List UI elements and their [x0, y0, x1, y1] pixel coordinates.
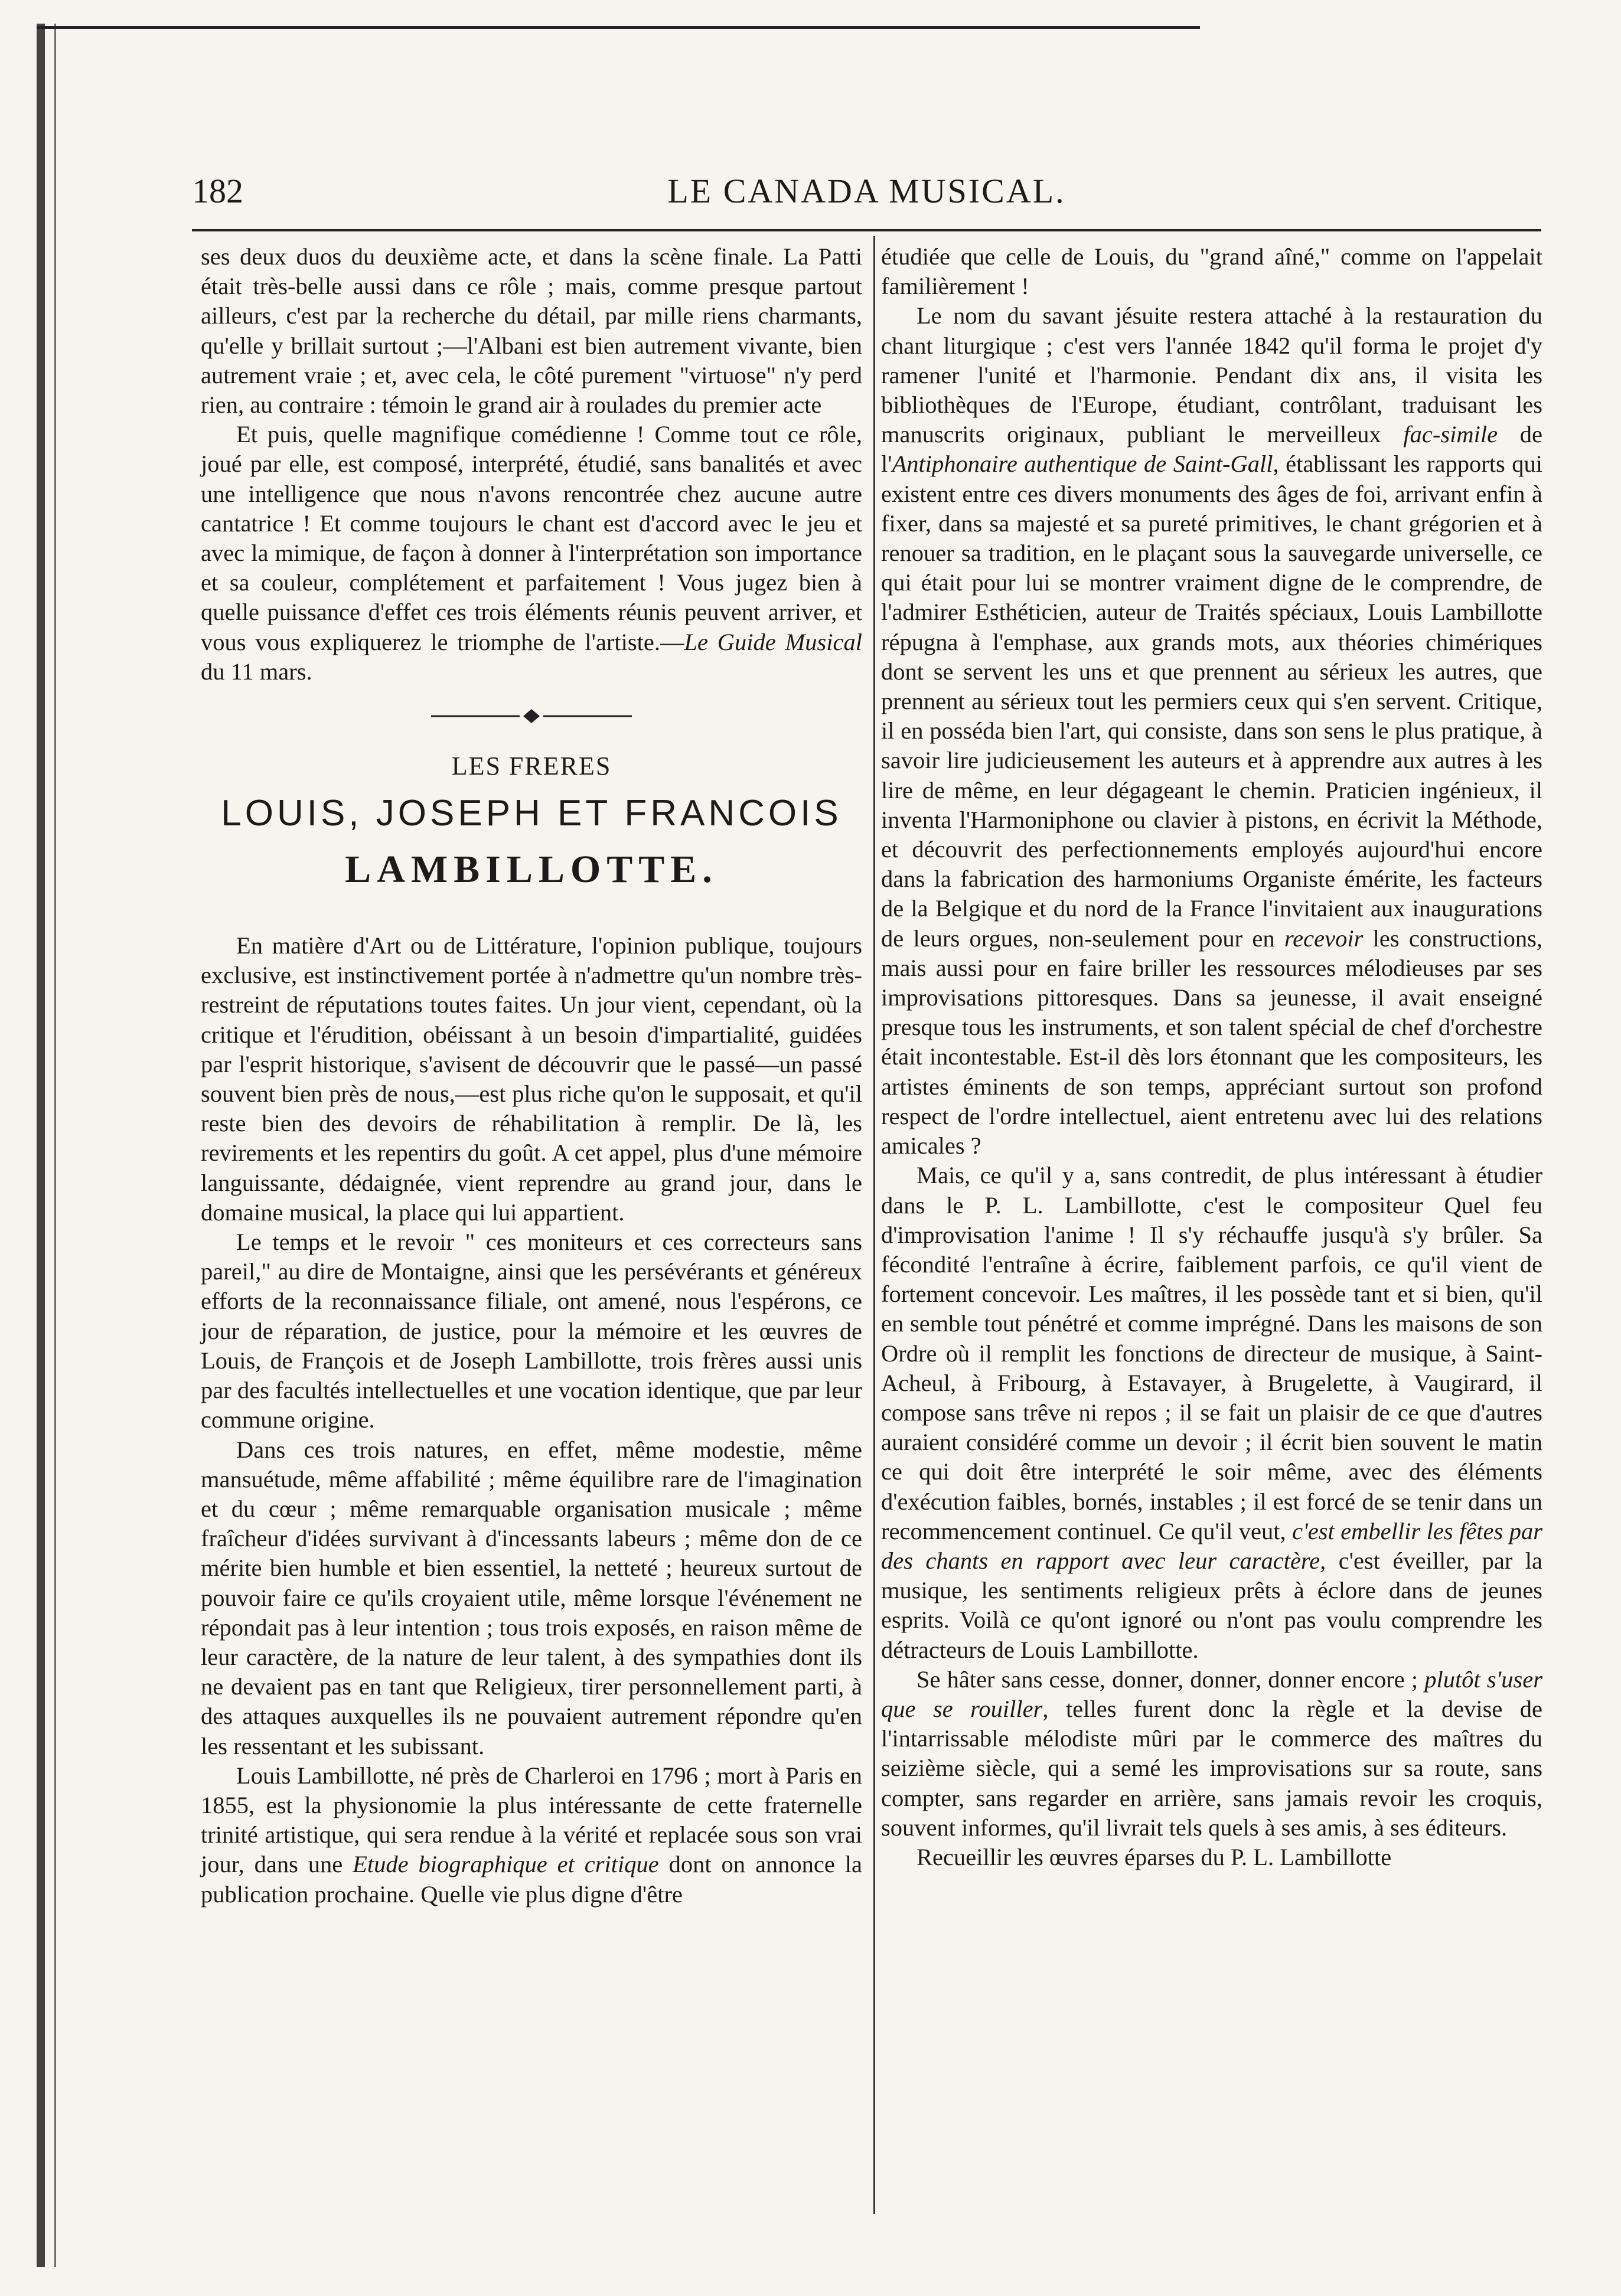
- italic-title: Etude biographique et critique: [353, 1851, 659, 1878]
- paragraph: Le nom du savant jésuite restera attaché à la restauration du chant liturgique ; c'est vers l'année 1842 qu'il forma le projet d'y ramener l'unité et l'harmonie. Pendant dix ans, il visita les bibliothèques de l'Europe, étudiant, contrôlant, traduisant les manuscrits originaux, publiant le merveilleux fac-simile de l'Antiphonaire authentique de Saint-Gall, établissant les rapports qui existent entre ces divers monuments des âges de foi, arrivant enfin à fixer, dans sa majesté et sa pureté primitives, le chant grégorien et à renouer sa tradition, en le plaçant sous la sauvegarde universelle, ce qui était pour lui se montrer vraiment digne de le comprendre, de l'admirer Esthéticien, auteur de Traités spéciaux, Louis Lambillotte répugna à l'emphase, aux grands mots, aux théories chimériques dont se servent les uns et que prennent au sérieux les autres, que prennent au sérieux tout les permiers ceux qui s'en servent. Critique, il en posséda bien l'art, qui consiste, dans son sens le plus pratique, à savoir lire judicieusement les auteurs et à apprendre aux autres à les lire de même, en leur dégageant le chemin. Praticien ingénieux, il inventa l'Harmoniphone ou clavier à pistons, en écrivit la Méthode, et découvrit des perfectionnements employés aujourd'hui encore dans la fabrication des harmoniums Organiste émérite, les facteurs de la Belgique et du nord de la France l'invitaient aux inaugurations de leurs orgues, non-seulement pour en recevoir les constructions, mais aussi pour en faire briller les ressources mélodieuses par ses improvisations pittoresques. Dans sa jeunesse, il avait enseigné presque tous les instruments, et son talent spécial de chef d'orchestre était incontestable. Est-il dès lors étonnant que les compositeurs, les artistes éminents de son temps, appréciant surtout son profond respect de l'ordre intellectuel, aient entretenu avec lui des relations amicales ?: [881, 302, 1542, 1160]
- paragraph: Dans ces trois natures, en effet, même modestie, même mansuétude, même affabilité ; même équilibre rare de l'imagination et du cœur ; même remarquable organisation musicale ; même fraîcheur d'idées survivant à d'incessants labeurs ; même don de ce mérite bien humble et bien essentiel, la netteté ; heureux surtout de pouvoir faire ce qu'ils croyaient utile, même lorsque l'événement ne répondait pas à leur intention ; tous trois exposés, en raison même de leur caractère, de la nature de leur talent, à des sympathies dont ils ne devaient pas en tant que Religieux, tirer personnellement parti, à des attaques auxquelles ils ne pouvaient autrement répondre qu'en les ressentant et les subissant.: [201, 1436, 862, 1759]
- left-column: [201, 242, 862, 1909]
- paragraph: Louis Lambillotte, né près de Charleroi en 1796 ; mort à Paris en 1855, est la physionomie la plus intéressante de cette fraternelle trinité artistique, qui sera rendue à la vérité et replacée sous son vrai jour, dans une Etude biographique et critique dont on annonce la publication prochaine. Quelle vie plus digne d'être: [201, 1762, 862, 1908]
- source-citation: Le Guide Musical: [684, 628, 862, 655]
- page-number: 182: [192, 172, 243, 210]
- ornament-divider-icon: [425, 704, 638, 728]
- article-name: LAMBILLOTTE.: [345, 848, 718, 891]
- right-column: [881, 242, 1542, 1872]
- paragraph: Et puis, quelle magnifique comédienne ! Comme tout ce rôle, joué par elle, est composé, interprété, étudié, sans banalités et avec une intelligence que nous n'avons rencontrée chez aucune autre cantatrice ! Et comme toujours le chant est d'accord avec le jeu et avec la mimique, de façon à donner à l'interprétation son importance et sa couleur, complétement et parfaitement ! Vous jugez bien à quelle puissance d'effet ces trois éléments réunis peuvent arriver, et vous vous expliquerez le triomphe de l'artiste.—Le Guide Musical du 11 mars.: [201, 421, 862, 685]
- paragraph: ses deux duos du deuxième acte, et dans la scène finale. La Patti était très-belle aussi dans ce rôle ; mais, comme presque partout ailleurs, c'est par la recherche du détail, par mille riens charmants, qu'elle y brillait surtout ;—l'Albani est bien autrement vivante, bien autrement vraie ; et, avec cela, le côté purement "virtuose" n'y perd rien, au contraire : témoin le grand air à roulades du premier acte: [201, 243, 862, 419]
- paragraph: Mais, ce qu'il y a, sans contredit, de plus intéressant à étudier dans le P. L. Lambillotte, c'est le compositeur Quel feu d'improvisation l'anime ! Il s'y réchauffe jusqu'à s'y brûler. Sa fécondité l'entraîne à écrire, faiblement parfois, ce qu'il vient de fortement concevoir. Les maîtres, il les possède tant et si bien, qu'il en semble tout pénétré et comme imprégné. Dans les maisons de son Ordre où il remplit les fonctions de directeur de musique, à Saint-Acheul, à Fribourg, à Estavayer, à Brugelette, à Vaugirard, il compose sans trêve ni repos ; il se fait un plaisir de ce que d'autres auraient considéré comme un devoir ; il écrit bien souvent le matin ce qui doit être interprété le soir même, avec des éléments d'exécution faibles, bornés, instables ; il est forcé de se tenir dans un recommencement continuel. Ce qu'il veut, c'est embellir les fêtes par des chants en rapport avec leur caractère, c'est éveiller, par la musique, les sentiments religieux prêts à éclore dans de jeunes esprits. Voilà ce qu'ont ignoré ou n'ont pas voulu comprendre les détracteurs de Louis Lambillotte.: [881, 1162, 1543, 1663]
- header-rule: [192, 229, 1541, 231]
- paragraph: étudiée que celle de Louis, du "grand aîné," comme on l'appelait familièrement !: [881, 243, 1542, 300]
- top-border-rule: [37, 26, 1200, 29]
- paragraph: Se hâter sans cesse, donner, donner, donner encore ; plutôt s'user que se rouiller, telles furent donc la règle et la devise de l'intarrissable mélodiste mûri par le commerce des maîtres du seizième siècle, qui a semé les improvisations sur sa route, sans compter, sans regarder en arrière, sans jamais revoir les croquis, souvent informes, qu'il livrait tels quels à ses amis, à ses éditeurs.: [881, 1665, 1543, 1841]
- scan-margin-line: [54, 24, 56, 2267]
- article-title: LOUIS, JOSEPH ET FRANCOIS: [221, 793, 842, 834]
- paragraph: En matière d'Art ou de Littérature, l'opinion publique, toujours exclusive, est instinctivement portée à n'admettre qu'un nombre très-restreint de réputations toutes faites. Un jour vient, cependant, où la critique et l'érudition, obéissant à un besoin d'impartialité, guidées par l'esprit historique, s'avisent de découvrir que le passé—un passé souvent bien près de nous,—est plus riche qu'on le supposait, et qu'il reste bien des devoirs de réhabilitation à remplir. De là, les revirements et les repentirs du goût. A cet appel, plus d'une mémoire languissante, dédaignée, vient reprendre au grand jour, dans le domaine musical, la place qui lui appartient.: [201, 932, 862, 1226]
- article-kicker: LES FRERES: [451, 752, 612, 781]
- section-ornament: [201, 687, 862, 746]
- scan-binding-edge: [37, 24, 45, 2267]
- page-header: [192, 171, 1541, 218]
- journal-title: LE CANADA MUSICAL.: [667, 172, 1066, 210]
- column-divider: [873, 236, 875, 2214]
- paragraph: Recueillir les œuvres éparses du P. L. Lambillotte: [916, 1843, 1392, 1870]
- paragraph: Le temps et le revoir " ces moniteurs et ces correcteurs sans pareil," au dire de Montaigne, ainsi que les persévérants et généreux efforts de la reconnaissance filiale, ont amené, nous l'espérons, ce jour de réparation, de justice, pour la mémoire et les œuvres de Louis, de François et de Joseph Lambillotte, trois frères aussi unis par des facultés intellectuelles et une vocation identique, que par leur commune origine.: [201, 1229, 862, 1433]
